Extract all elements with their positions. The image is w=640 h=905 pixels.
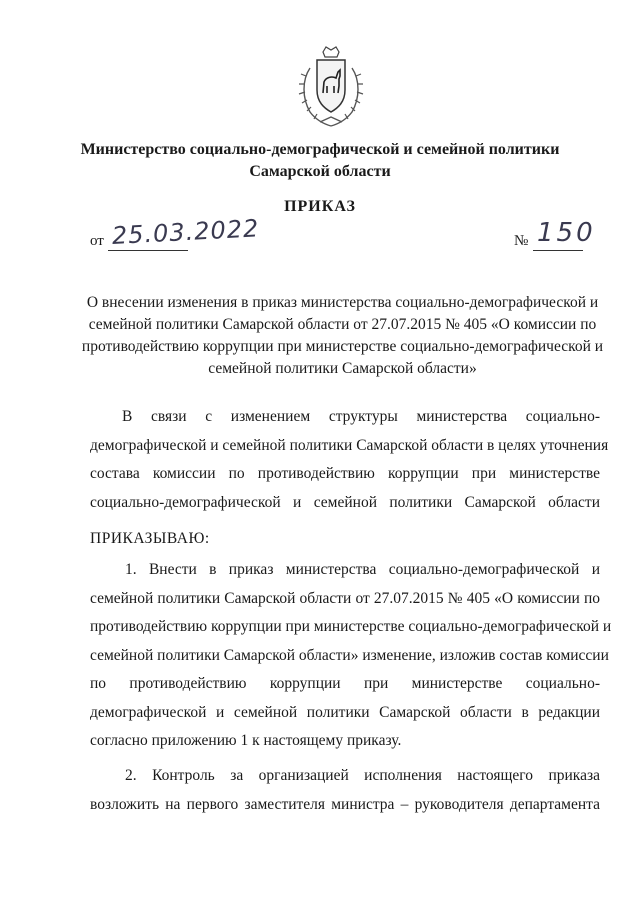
text-line: 1. Внести в приказ министерства социально-демографической и: [125, 561, 600, 578]
text-line: демографической и семейной политики Самарской области в редакции: [90, 703, 600, 721]
item-2-paragraph: [90, 762, 600, 819]
number-handwritten: 150: [537, 218, 596, 248]
subject-line: семейной политики Самарской области от 27.07.2015 № 405 «О комиссии по: [88, 316, 597, 333]
number-underline: [533, 250, 583, 251]
subject-line: противодействию коррупции при министерстве социально-демографической и: [81, 338, 604, 355]
text-line: В связи с изменением структуры министерства социально-: [122, 408, 600, 425]
number-label: №: [514, 233, 529, 249]
text-line: состава комиссии по противодействию коррупции при министерстве: [90, 465, 600, 482]
date-underline: [108, 250, 188, 251]
coat-of-arms-emblem: [296, 46, 366, 130]
text-line: социально-демографической и семейной политики Самарской области: [90, 493, 600, 511]
text-line: возложить на первого заместителя министра – руководителя департамента: [90, 795, 600, 813]
text-line: демографической и семейной политики Самарской области в целях уточнения: [90, 436, 609, 454]
date-handwritten: 25.03.2022: [111, 214, 260, 250]
text-line: противодействию коррупции при министерстве социально-демографической и: [90, 618, 612, 635]
subject-line: семейной политики Самарской области»: [208, 360, 477, 377]
text-line: семейной политики Самарской области» изменение, изложив состав комиссии: [90, 646, 609, 664]
ministry-name-line2: Самарской области: [249, 163, 391, 180]
subject-block: [80, 292, 605, 380]
preamble-paragraph: [90, 403, 609, 517]
text-line: 2. Контроль за организацией исполнения настоящего приказа: [125, 767, 600, 784]
text-line: по противодействию коррупции при министерстве социально-: [90, 675, 600, 692]
order-word: ПРИКАЗЫВАЮ:: [90, 530, 210, 547]
text-line: согласно приложению 1 к настоящему приказу.: [90, 732, 402, 749]
document-title: ПРИКАЗ: [284, 198, 356, 215]
text-line: семейной политики Самарской области от 27.07.2015 № 405 «О комиссии по: [90, 589, 600, 607]
ministry-name-line1: Министерство социально-демографической и семейной политики: [80, 141, 560, 158]
date-label: от: [90, 233, 104, 249]
subject-line: О внесении изменения в приказ министерства социально-демографической и: [86, 294, 599, 311]
item-1-paragraph: [90, 556, 612, 756]
